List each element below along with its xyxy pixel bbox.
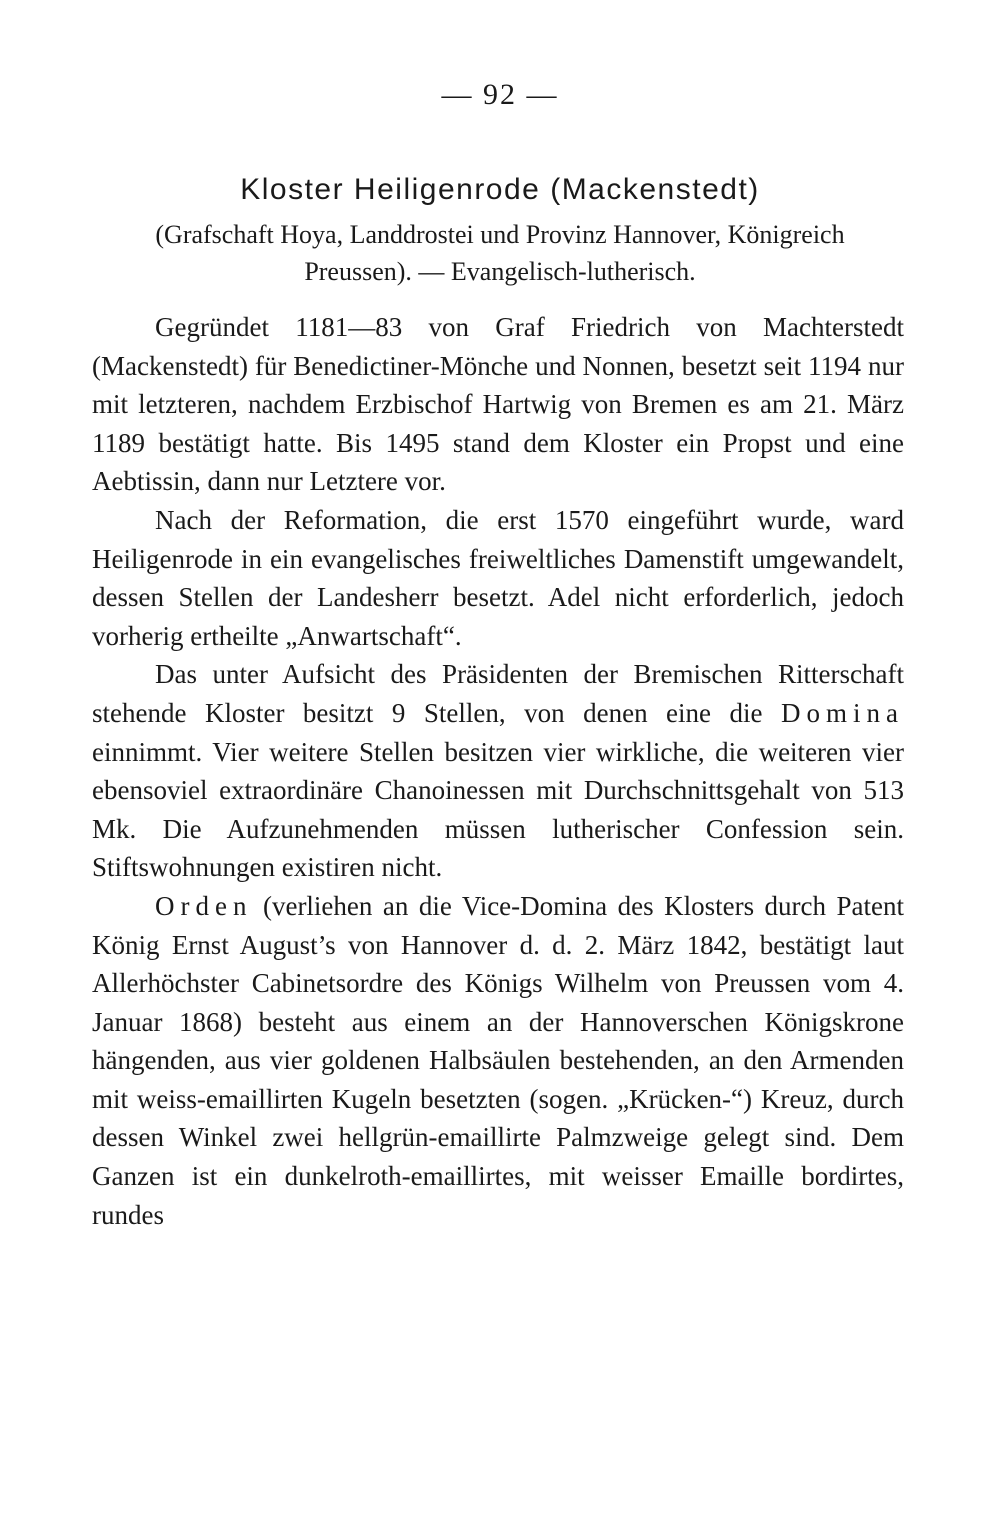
paragraph-positions (92, 655, 904, 887)
paragraph-order (92, 887, 904, 1234)
subtitle-line: Preussen). — Evangelisch-lutherisch. (304, 257, 696, 286)
paragraph-founding: Gegründet 1181—83 von Graf Friedrich von Machterstedt (Mackenstedt) für Benedictiner-Mönche und Nonnen, besetzt seit 1194 nur mit letzteren, nachdem Erzbischof Hartwig von Bremen es am 21. März 1189 bestätigt hatte. Bis 1495 stand dem Kloster ein Propst und eine Aebtissin, dann nur Letztere vor. (92, 312, 904, 497)
body-text (92, 308, 904, 1234)
text-run: einnimmt. Vier weitere Stellen besitzen vier wirkliche, die weiteren vier ebensoviel extraordinäre Chanoinessen mit Durchschnittsgehalt von 513 Mk. Die Aufzunehmenden müssen lutherischer Confession sein. Stiftswohnungen existiren nicht. (92, 736, 904, 883)
spaced-word: Domina (781, 697, 904, 728)
text-run: (verliehen an die Vice-Domina des Klosters durch Patent König Ernst August’s von Hannover d. d. 2. März 1842, bestätigt laut Allerhöchster Cabinetsordre des Königs Wilhelm von Preussen vom 4. Januar 1868) besteht aus einem an der Hannoverschen Königskrone hängenden, aus vier goldenen Halbsäulen bestehenden, an den Armenden mit weiss-emaillirten Kugeln besetzten (sogen. „Krücken-“) Kreuz, durch dessen Winkel zwei hellgrün-emaillirte Palmzweige gelegt sind. Dem Ganzen ist ein dunkelroth-emaillirtes, mit weisser Emaille bordirtes, rundes (92, 890, 904, 1230)
subtitle-line: (Grafschaft Hoya, Landdrostei und Provinz Hannover, Königreich (155, 220, 845, 249)
text-run: Das unter Aufsicht des Präsidenten der Bremischen Ritterschaft stehende Kloster besitzt 9 Stellen, von denen eine die (92, 659, 904, 728)
paragraph-reformation: Nach der Reformation, die erst 1570 eingeführt wurde, ward Heiligenrode in ein evangelisches freiweltliches Damenstift umgewandelt, dessen Stellen der Landesherr besetzt. Adel nicht erforderlich, jedoch vorherig ertheilte „Anwartschaft“. (92, 504, 904, 651)
page-number: — 92 — (441, 78, 559, 111)
spaced-word: Orden (155, 890, 253, 921)
section-title: Kloster Heiligenrode (Mackenstedt) (240, 173, 760, 206)
section-subtitle (92, 216, 908, 290)
